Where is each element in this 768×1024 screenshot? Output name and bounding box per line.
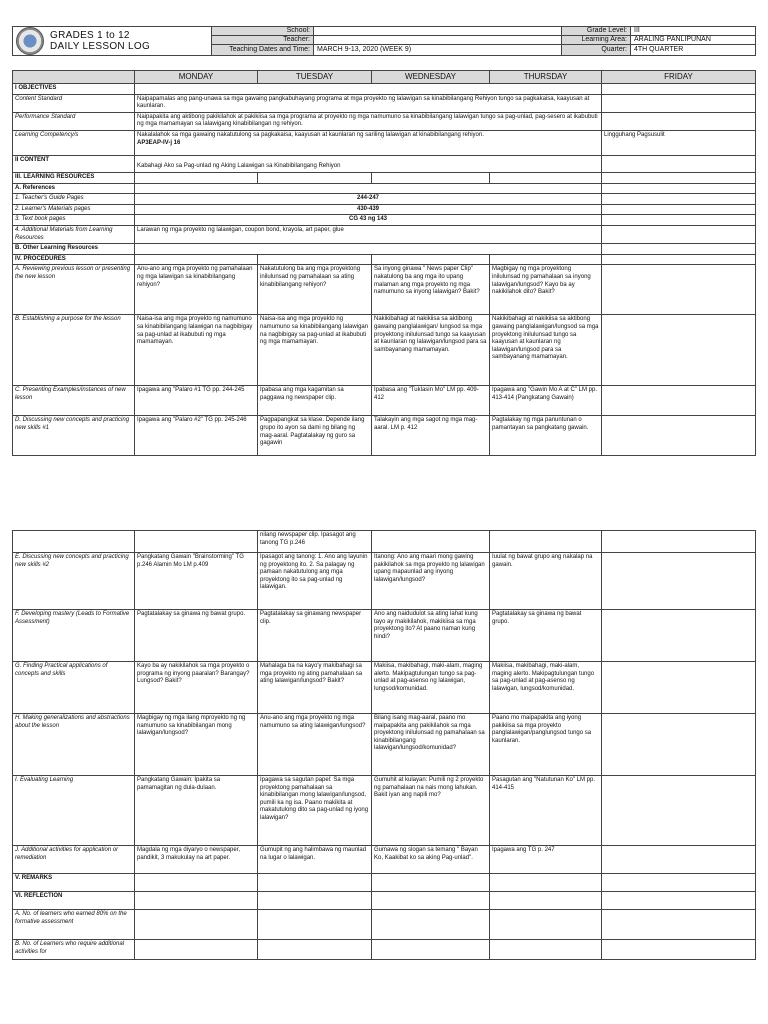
- header-table: [12, 26, 756, 56]
- proc-a-label: A. Reviewing previous lesson or presenting the new lesson: [13, 265, 135, 315]
- proc-a-tue: Nakatutulong ba ang mga proyektong inilulunsad ng pamahalaan sa ating kinabibilangang rehiyon?: [258, 265, 372, 315]
- additional-materials: Larawan ng mga proyekto ng lalawigan, coupon bond, krayola, art paper, glue: [135, 225, 602, 243]
- proc-c-label: C. Presenting Examples/instances of new lesson: [13, 386, 135, 416]
- grade-label: Grade Level:: [562, 27, 631, 36]
- proc-a-wed: Sa inyong ginawa " News paper Clip" nakatulong ba ang mga ito upang malaman ang mga proyekto ng mga namumuno sa inyong lalawigan? Bakit?: [372, 265, 490, 315]
- tg-label: 1. Teacher's Guide Pages: [13, 194, 135, 205]
- competency-text: Nakalalahok sa mga gawaing nakatutulong sa pagkakaisa, kaayusan at kaunlaran ng sariling lalawigan at kinabibilangang rehiyon.: [137, 131, 484, 138]
- reflection-b-label: B. No. of Learners who require additional activities for: [13, 940, 135, 960]
- proc-a-mon: Anu-ano ang mga proyekto ng pamahalaan ng mga lalawigan sa kinabibilangang rehiyon?: [135, 265, 258, 315]
- proc-b-mon: Naisa-isa ang mga proyekto ng namumuno sa kinabibilangang lalawigan na nagbibigay sa pag-unlad at ikabubuti ng mga mamamayan.: [135, 315, 258, 386]
- competency-code: AP3EAP-IV-j 16: [137, 139, 181, 146]
- proc-j-tue: Gumupit ng ang halimbawa ng maunlad na lugar o lalawigan.: [258, 846, 372, 874]
- lm-pages: 430-439: [135, 204, 602, 215]
- page-2: [12, 530, 755, 960]
- proc-h-wed: Bilang isang mag-aaral, paano mo maipapakita ang pakikilahok sa mga proyektong inilulunsad ng pamahalaan sa kinabibilangang lalawigan/lungsod/komunidad?: [372, 714, 490, 776]
- proc-h-label: H. Making generalizations and abstractions about the lesson: [13, 714, 135, 776]
- reflection-label: VI. REFLECTION: [13, 892, 135, 910]
- proc-d-wed: Talakayin ang mga sagot ng mga mag-aaral. LM p. 412: [372, 416, 490, 456]
- proc-c-mon: Ipagawa ang "Palaro #1 TG pp. 244-245: [135, 386, 258, 416]
- proc-c-thu: Ipagawa ang "Gawin Mo A at C" LM pp. 413-414 (Pangkatang Gawain): [490, 386, 602, 416]
- proc-e-tue: Ipasagot ang tanong: 1. Ano ang layunin ng proyektong ito. 2. Sa palagay ng pamaan nakatutulong ang mga proyektong ito sa pag-unlad ng lalawigan.: [258, 553, 372, 610]
- additional-label: 4. Additional Materials from Learning Resources: [13, 225, 135, 243]
- day-tuesday: TUESDAY: [258, 71, 372, 84]
- teacher-value: [314, 36, 562, 45]
- day-wednesday: WEDNESDAY: [372, 71, 490, 84]
- title-line1: GRADES 1 to 12: [50, 30, 130, 41]
- tg-pages: 244-247: [135, 194, 602, 205]
- other-label: B. Other Learning Resources: [13, 244, 135, 255]
- tb-label: 3. Text book pages: [13, 215, 135, 226]
- deped-seal-icon: [16, 27, 44, 55]
- quarter-label: Quarter:: [562, 45, 631, 56]
- performance-label: Performance Standard: [13, 112, 135, 130]
- day-thursday: THURSDAY: [490, 71, 602, 84]
- proc-g-tue: Mahalaga ba na kayo'y makibahagi sa mga proyekto ng ating pamahalaan sa ating lalawigan/lungsod? Bakit?: [258, 662, 372, 714]
- content: Kabahagi Ako sa Pag-unlad ng Aking Lalawigan sa Kinabibilangang Rehiyon: [135, 155, 602, 172]
- content-label: II CONTENT: [13, 155, 135, 172]
- proc-f-wed: Ano ang naidudulot sa ating lahat kung tayo ay makikilahok, makikiisa sa mga proyektong ito? At paano naman kung hindi?: [372, 610, 490, 662]
- proc-j-thu: Ipagawa ang TG p. 247: [490, 846, 602, 874]
- teacher-label: Teacher:: [212, 36, 314, 45]
- proc-f-mon: Pagtatalakay sa ginawa ng bawat grupo.: [135, 610, 258, 662]
- proc-e-mon: Pangkatang Gawain "Brainstorming" TG p.246 Alamin Mo LM p.409: [135, 553, 258, 610]
- proc-b-label: B. Establishing a purpose for the lesson: [13, 315, 135, 386]
- proc-h-mon: Magbigay ng mga ilang mproyekto ng ng namumuno sa kinabibilangan mong lalawigan/lungsod?: [135, 714, 258, 776]
- school-label: School:: [212, 27, 314, 36]
- proc-i-thu: Pasagutan ang "Natutunan Ko" LM pp. 414-415: [490, 776, 602, 846]
- proc-f-label: F. Developing mastery (Leads to Formative Assessment): [13, 610, 135, 662]
- content-standard: Naipapamalas ang pang-unawa sa mga gawaing pangkabuhayang programa at mga proyekto ng lalawigan sa kinabibilangang Rehiyon tungo sa pagkakaisa, kaayusan at kaunlaran.: [135, 94, 602, 112]
- proc-b-thu: Nakikibahagi at nakikiisa sa aktibong gawaing panglalawigan/lungsod sa mga proyektong inilulunsad tungo sa kaayusan at kaunlaran ng lalawigan/lungsod para sa sambayanang mamamayan.: [490, 315, 602, 386]
- school-value: [314, 27, 562, 36]
- proc-d-thu: Pagtalakay ng mga panuntunan o pamantayan sa pangkatang gawain.: [490, 416, 602, 456]
- days-corner: [13, 71, 135, 84]
- page-1: [12, 26, 755, 456]
- proc-d-cont-tue: nilang newspaper clip. Ipasagot ang tanong TG p.246: [258, 531, 372, 553]
- reflection-a-label: A. No. of learners who earned 80% on the formative assessment: [13, 910, 135, 940]
- proc-b-tue: Naisa-isa ang mga proyekto ng namumuno sa kinabibilangang lalawigan na nagbibigay sa pag-unlad at ikabubuti ng mga mamamayan.: [258, 315, 372, 386]
- lesson-table-page2: [12, 530, 756, 960]
- proc-h-thu: Paano mo maipapakita ang iyong pakikiisa sa mga proyekto panglalawigan/panglungsod tungo sa kaunlaran.: [490, 714, 602, 776]
- proc-g-thu: Makiisa, makibahagi, maki-alam, maging alerto. Makipagtulungan tungo sa pag-unlad at pag-asenso ng lalawigan, lungsod/komunidad.: [490, 662, 602, 714]
- area-label: Learning Area:: [562, 36, 631, 45]
- proc-h-tue: Anu-ano ang mga proyekto ng mga namumuno sa ating lalawigan/lungsod?: [258, 714, 372, 776]
- performance-standard: Naipapakita ang aktibong pakikilahok at pakikiisa sa mga programa at proyekto ng mga namumuno sa kinabibilangang lalawigan tungo sa pag-unlad, pag-sesero at ikabubuti ng mga mamamayan sa lalawigang kinabibilangan ng rehiyon.: [135, 112, 602, 130]
- proc-b-wed: Nakikibahagi at nakikiisa sa aktibong gawaing panglalawigan/ lungsod sa mga proyektong inilulunsad tungo sa kaayusan at kaunlaran ng lalawigan/lungsod para sa sambayanang mamamayan.: [372, 315, 490, 386]
- proc-j-wed: Gumawa ng slogan sa temang " Bayan Ko, Kaakibat ko sa aking Pag-unlad".: [372, 846, 490, 874]
- content-standard-label: Content Standard: [13, 94, 135, 112]
- proc-g-label: G. Finding Practical applications of concepts and skills: [13, 662, 135, 714]
- proc-d-tue: Pagpapangkat sa klase. Depende ilang grupo ito ayon sa dami ng bilang ng mag-aaral. Pagtatalakay ng guro sa gagawin: [258, 416, 372, 456]
- proc-c-wed: Ipabasa ang "Tuklasin Mo" LM pp. 409-412: [372, 386, 490, 416]
- objectives-label: I OBJECTIVES: [13, 84, 135, 95]
- references-label: A. References: [13, 183, 135, 194]
- proc-f-thu: Pagtatalakay sa ginawa ng bawat grupo.: [490, 610, 602, 662]
- friday-note: Lingguhang Pagsusulit: [602, 130, 756, 155]
- proc-a-thu: Magbigay ng mga proyektong inilulunsad ng pamahalaan sa inyong lalawigan/lungsod? Kayo ba ay nakikilahok dito? Bakit?: [490, 265, 602, 315]
- dates-label: Teaching Dates and Time:: [212, 45, 314, 56]
- proc-e-wed: Itanong: Ano ang maari mong gawing pakikilahok sa mga proyekto ng lalawigan upang mapaunlad ang inyong lalawigan/lungsod?: [372, 553, 490, 610]
- remarks-label: V. REMARKS: [13, 874, 135, 892]
- proc-g-wed: Makiisa, makibahagi, maki-alam, maging alerto. Makipagtulungan tungo sa pag-unlad at pag-asenso ng lalawigan, lungsod/komunidad.: [372, 662, 490, 714]
- proc-i-label: I. Evaluating Learning: [13, 776, 135, 846]
- proc-d-label: D. Discussing new concepts and practicing new skills #1: [13, 416, 135, 456]
- header-title-cell: [13, 27, 212, 56]
- lm-label: 2. Learner's Materials pages: [13, 204, 135, 215]
- proc-e-thu: Iuulat ng bawat grupo ang nakalap na gawain.: [490, 553, 602, 610]
- proc-e-label: E. Discussing new concepts and practicing new skills #2: [13, 553, 135, 610]
- competency: [135, 130, 602, 155]
- grade-value: III: [631, 27, 756, 36]
- title-line2: DAILY LESSON LOG: [50, 41, 151, 52]
- quarter-value: 4TH QUARTER: [631, 45, 756, 56]
- tb-pages: CG 43 ng 143: [135, 215, 602, 226]
- day-monday: MONDAY: [135, 71, 258, 84]
- proc-j-label: J. Additional activities for application or remediation: [13, 846, 135, 874]
- area-value: ARALING PANLIPUNAN: [631, 36, 756, 45]
- proc-i-tue: Ipagawa sa sagutan papel: Sa mga proyektong pamahalaan sa kinabibilangan mong lalawigan/lungsod, pumili ka ng isa. Paano makikita at makatutulong dito sa pag-unlad ng iyong lalawigan?: [258, 776, 372, 846]
- competency-label: Learning Competency/s: [13, 130, 135, 155]
- proc-d-mon: Ipagawa ang "Palaro #2" TG pp. 245-246: [135, 416, 258, 456]
- lesson-table-page1: [12, 70, 756, 456]
- dates-value: MARCH 9-13, 2020 (WEEK 9): [314, 45, 562, 56]
- proc-i-mon: Pangkatang Gawain: Ipakita sa pamamagitan ng dula-dulaan.: [135, 776, 258, 846]
- proc-i-wed: Gumuhit at kulayan: Pumili ng 2 proyekto ng pamahalaan na nais mong lahukan. Bakit iyan ang napili mo?: [372, 776, 490, 846]
- proc-g-mon: Kayo ba ay nakikilahok sa mga proyekto o programa ng inyong paaralan? Barangay? Lungsod? Bakit?: [135, 662, 258, 714]
- proc-f-tue: Pagtatalakay sa ginawang newspaper clip.: [258, 610, 372, 662]
- proc-j-mon: Magdala ng mga diyaryo o newspaper, pandikit, 3 makukulay na art paper.: [135, 846, 258, 874]
- day-friday: FRIDAY: [602, 71, 756, 84]
- resources-label: III. LEARNING RESOURCES: [13, 172, 135, 183]
- proc-c-tue: Ipabasa ang mga kagamitan sa paggawa ng newspaper clip.: [258, 386, 372, 416]
- procedures-label: IV. PROCEDURES: [13, 254, 135, 265]
